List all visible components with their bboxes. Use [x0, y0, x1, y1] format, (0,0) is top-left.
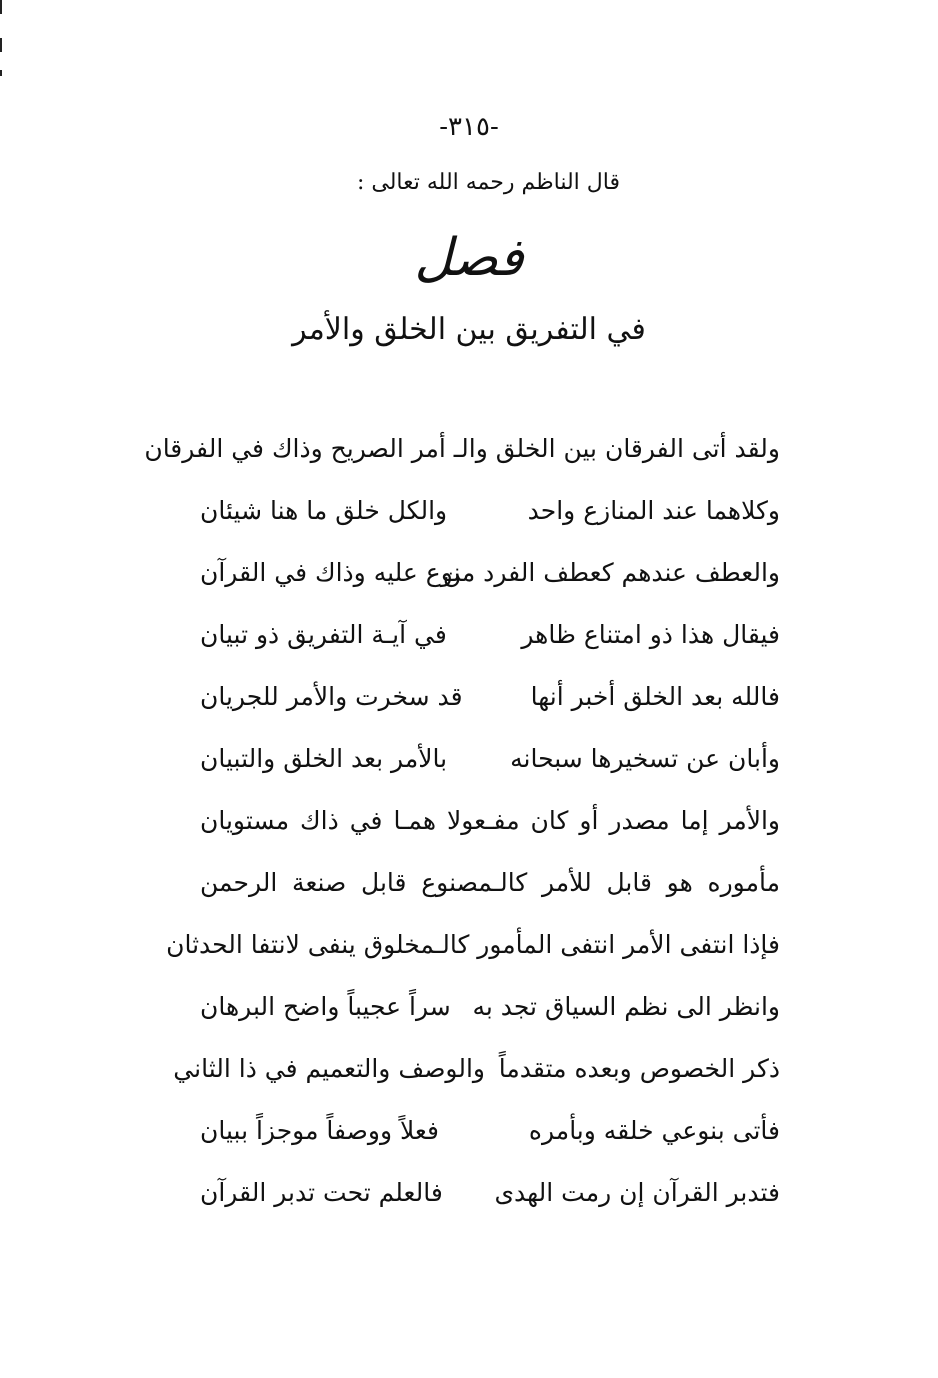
verse-line [200, 480, 780, 542]
verse-line [200, 728, 780, 790]
verse-first-hemistich: وانظر الى نظم السياق تجد به [472, 992, 780, 1021]
verse-first-hemistich: وكلاهما عند المنازع واحد [527, 496, 780, 525]
verse-second-hemistich: سراً عجيباً واضح البرهان [200, 992, 451, 1021]
verse-line [200, 976, 780, 1038]
verse-line [200, 604, 780, 666]
verse-second-hemistich: فعلاً ووصفاً موجزاً ببيان [200, 1116, 439, 1145]
section-heading: فصل [414, 228, 524, 288]
verse-line [200, 542, 780, 604]
verse-second-hemistich: فالعلم تحت تدبر القرآن [200, 1178, 443, 1207]
verse-full-line: ولقد أتى الفرقان بين الخلق والـ أمر الصريح وذاك في الفرقان [144, 434, 780, 463]
verse-first-hemistich: وأبان عن تسخيرها سبحانه [510, 744, 780, 773]
verse-first-hemistich: والعطف عندهم كعطف الفرد من [442, 558, 780, 587]
intro-line: قال الناظم رحمه الله تعالى : [356, 170, 620, 195]
verse-line [200, 852, 780, 914]
verse-first-hemistich: فالله بعد الخلق أخبر أنها [530, 682, 780, 711]
verse-line [200, 790, 780, 852]
verse-second-hemistich: بالأمر بعد الخلق والتبيان [200, 744, 448, 773]
section-subtitle: في التفريق بين الخلق والأمر [292, 312, 646, 347]
verse-full-line: والأمر إما مصدر أو كان مفـعولا همـا في ذاك مستويان [200, 806, 780, 835]
verse-line [200, 1100, 780, 1162]
verse-full-line: مأموره هو قابل للأمر كالـمصنوع قابل صنعة الرحمن [200, 868, 780, 897]
verse-first-hemistich: ذكر الخصوص وبعده متقدماً [498, 1054, 780, 1083]
verse-second-hemistich: في آيـة التفريق ذو تبيان [200, 620, 447, 649]
margin-mark-middle [0, 38, 2, 52]
verse-line [166, 914, 780, 976]
poem [144, 418, 780, 1224]
verse-line [200, 1162, 780, 1224]
verse-second-hemistich: والكل خلق ما هنا شيئان [200, 496, 448, 525]
verse-first-hemistich: فتدبر القرآن إن رمت الهدى [494, 1178, 780, 1207]
verse-second-hemistich: نوع عليه وذاك في القرآن [200, 558, 461, 587]
page-number: -٣١٥- [439, 112, 499, 142]
verse-first-hemistich: فيقال هذا ذو امتناع ظاهر [521, 620, 780, 649]
verse-second-hemistich: قد سخرت والأمر للجريان [200, 682, 463, 711]
verse-full-line: فإذا انتفى الأمر انتفى المأمور كالـمخلوق ينفى لانتفا الحدثان [166, 930, 780, 959]
verse-line [200, 666, 780, 728]
verse-line [173, 1038, 780, 1100]
verse-first-hemistich: فأتى بنوعي خلقه وبأمره [528, 1116, 780, 1145]
margin-mark-top [0, 0, 2, 14]
verse-line [144, 418, 780, 480]
verse-second-hemistich: والوصف والتعميم في ذا الثاني [173, 1054, 485, 1083]
margin-mark-small [0, 70, 2, 76]
